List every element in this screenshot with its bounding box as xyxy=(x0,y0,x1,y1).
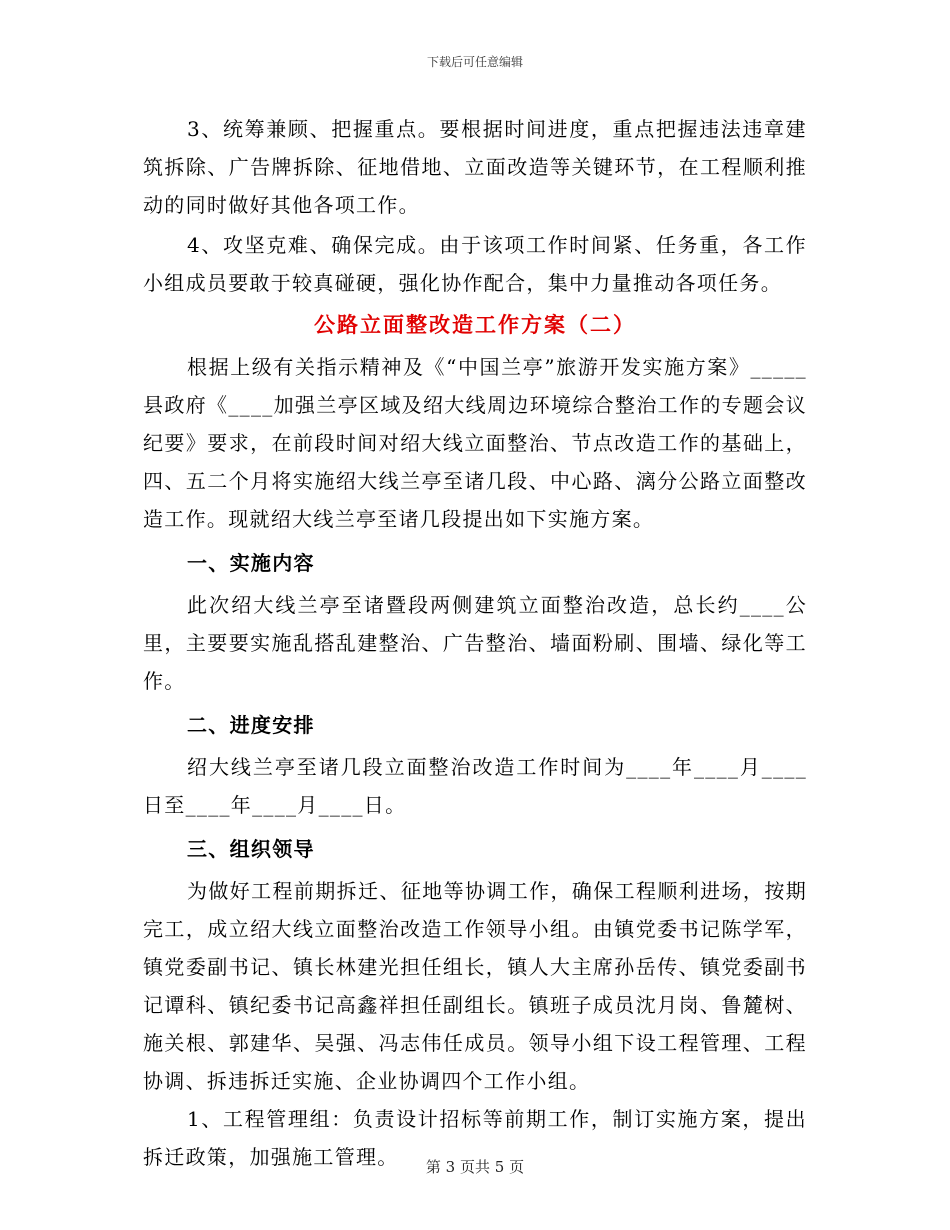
heading-schedule: 二、进度安排 xyxy=(187,713,315,737)
paragraph-item-4: 4、攻坚克难、确保完成。由于该项工作时间紧、任务重，各工作小组成员要敢于较真碰硬，强化协作配合，集中力量推动各项任务。 xyxy=(143,233,807,295)
paragraph-management-group: 1、工程管理组：负责设计招标等前期工作，制订实施方案，提出拆迁政策，加强施工管理。 xyxy=(143,1107,807,1169)
paragraph-content: 此次绍大线兰亭至诸暨段两侧建筑立面整治改造，总长约____公里，主要要实施乱搭乱建整治、广告整治、墙面粉刷、围墙、绿化等工作。 xyxy=(143,593,807,693)
paragraph-intro: 根据上级有关指示精神及《“中国兰亭”旅游开发实施方案》_____县政府《____加强兰亭区域及绍大线周边环境综合整治工作的专题会议纪要》要求，在前段时间对绍大线立面整治、节点改造工作的基础上，四、五二个月将实施绍大线兰亭至诸几段、中心路、漓分公路立面整改造工作。现就绍大线兰亭至诸几段提出如下实施方案。 xyxy=(143,355,807,531)
document-body xyxy=(143,110,807,1176)
heading-content: 一、实施内容 xyxy=(187,551,315,575)
paragraph-item-3: 3、统筹兼顾、把握重点。要根据时间进度，重点把握违法违章建筑拆除、广告牌拆除、征地借地、立面改造等关键环节，在工程顺利推动的同时做好其他各项工作。 xyxy=(143,117,807,217)
section-title: 公路立面整改造工作方案（二） xyxy=(314,312,636,337)
paragraph-schedule: 绍大线兰亭至诸几段立面整治改造工作时间为____年____月____日至____年____月____日。 xyxy=(143,755,807,817)
heading-leadership: 三、组织领导 xyxy=(187,837,315,861)
page-header: 下载后可任意编辑 xyxy=(426,55,523,69)
paragraph-leadership: 为做好工程前期拆迁、征地等协调工作，确保工程顺利进场，按期完工，成立绍大线立面整治改造工作领导小组。由镇党委书记陈学军，镇党委副书记、镇长林建光担任组长，镇人大主席孙岳传、镇党委副书记谭科、镇纪委书记高鑫祥担任副组长。镇班子成员沈月岗、鲁麓树、施关根、郭建华、吴强、冯志伟任成员。领导小组下设工程管理、工程协调、拆违拆迁实施、企业协调四个工作小组。 xyxy=(143,879,807,1093)
page-footer: 第 3 页共 5 页 xyxy=(425,1158,525,1176)
